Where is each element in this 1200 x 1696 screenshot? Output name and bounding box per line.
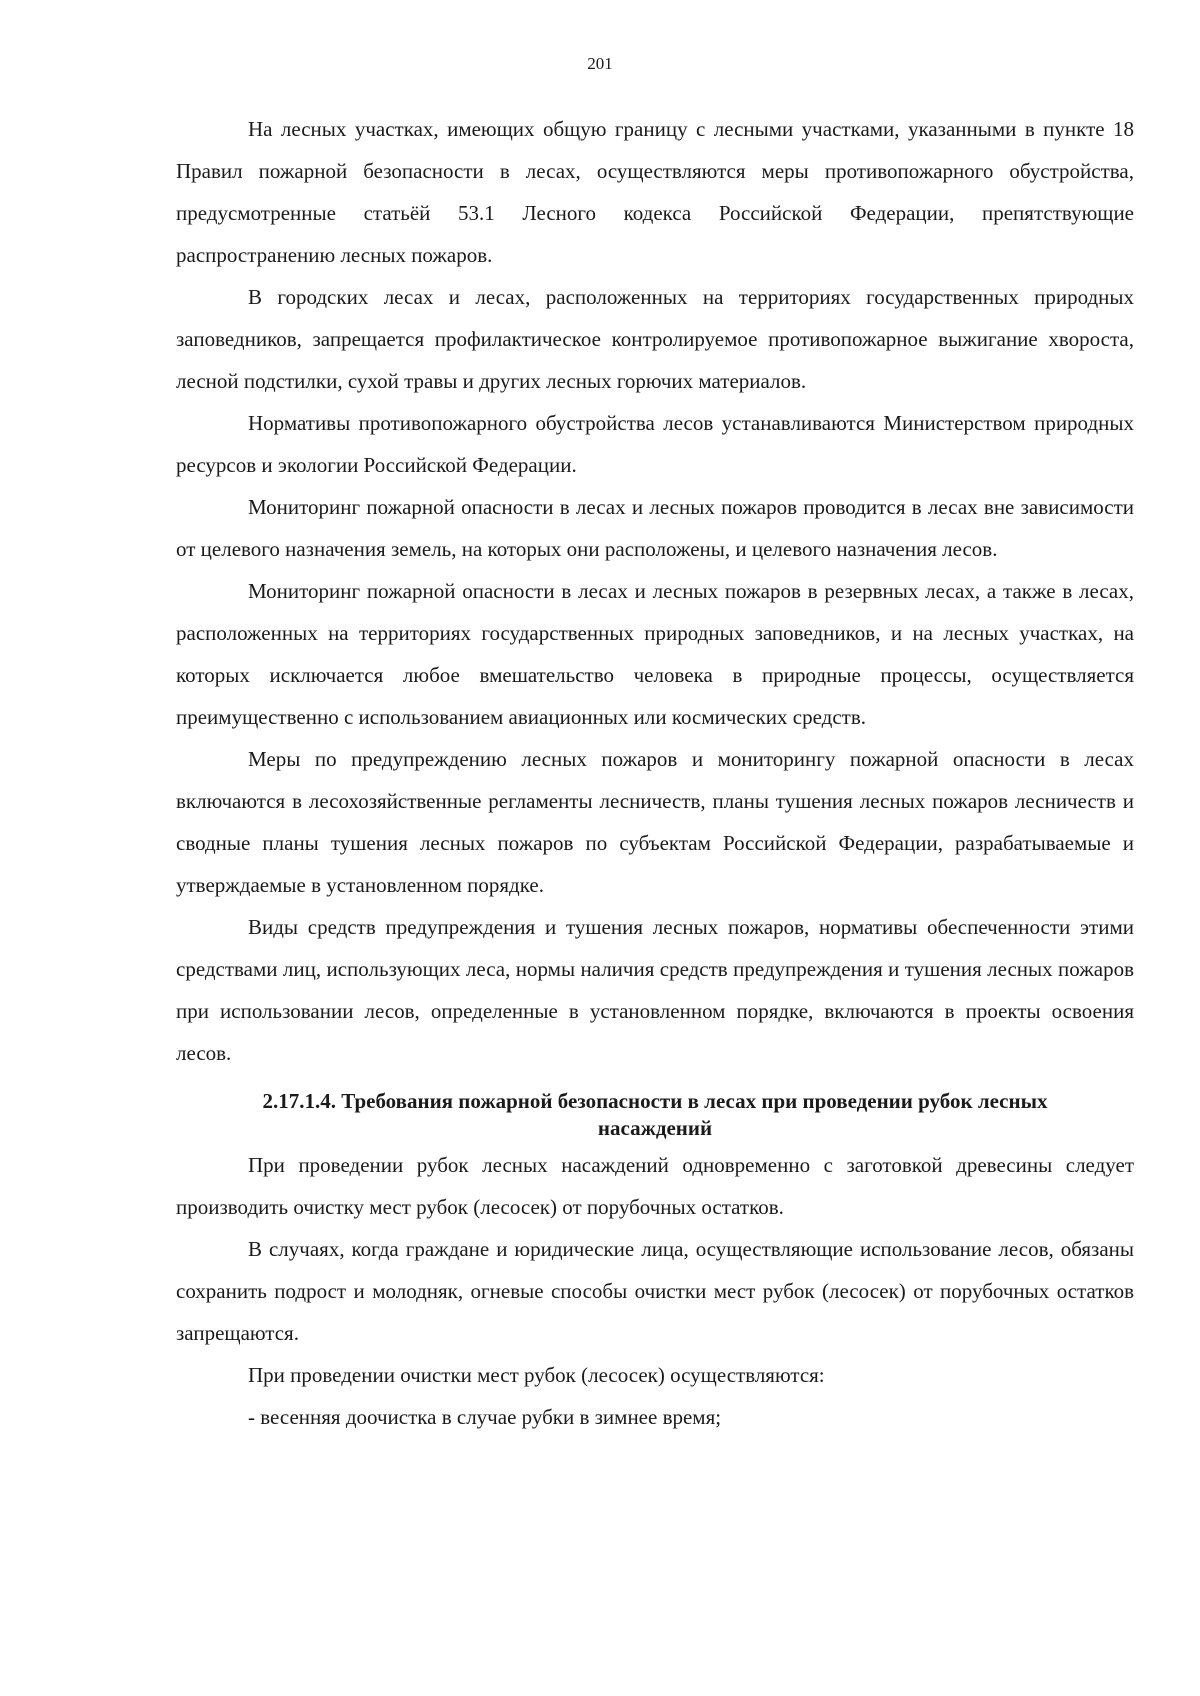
paragraph: Мониторинг пожарной опасности в лесах и лесных пожаров проводится в лесах вне зависимости от целевого назначения земель, на которых они расположены, и целевого назначения лесов. bbox=[176, 495, 1134, 561]
section-heading-line: 2.17.1.4. Требования пожарной безопасности в лесах при проведении рубок лесных bbox=[262, 1089, 1048, 1113]
section-heading-line: насаждений bbox=[597, 1116, 713, 1140]
paragraph: При проведении рубок лесных насаждений одновременно с заготовкой древесины следует производить очистку мест рубок (лесосек) от порубочных остатков. bbox=[176, 1153, 1134, 1219]
paragraph: На лесных участках, имеющих общую границу с лесными участками, указанными в пункте 18 Правил пожарной безопасности в лесах, осуществляются меры противопожарного обустройства, предусмотренные статьёй 53.1 Лесного кодекса Российской Федерации, препятствующие распространению лесных пожаров. bbox=[176, 117, 1134, 267]
list-item: - весенняя доочистка в случае рубки в зимнее время; bbox=[248, 1405, 722, 1429]
paragraph: В городских лесах и лесах, расположенных на территориях государственных природных заповедников, запрещается профилактическое контролируемое противопожарное выжигание хвороста, лесной подстилки, сухой травы и других лесных горючих материалов. bbox=[176, 285, 1134, 393]
document-body bbox=[176, 108, 1134, 1438]
paragraph: Меры по предупреждению лесных пожаров и мониторингу пожарной опасности в лесах включаются в лесохозяйственные регламенты лесничеств, планы тушения лесных пожаров лесничеств и сводные планы тушения лесных пожаров по субъектам Российской Федерации, разрабатываемые и утверждаемые в установленном порядке. bbox=[176, 747, 1134, 897]
section-heading bbox=[176, 1088, 1134, 1142]
paragraph: Виды средств предупреждения и тушения лесных пожаров, нормативы обеспеченности этими средствами лиц, использующих леса, нормы наличия средств предупреждения и тушения лесных пожаров при использовании лесов, определенные в установленном порядке, включаются в проекты освоения лесов. bbox=[176, 915, 1134, 1065]
paragraph: Мониторинг пожарной опасности в лесах и лесных пожаров в резервных лесах, а также в лесах, расположенных на территориях государственных природных заповедников, и на лесных участках, на которых исключается любое вмешательство человека в природные процессы, осуществляется преимущественно с использованием авиационных или космических средств. bbox=[176, 579, 1134, 729]
paragraph: При проведении очистки мест рубок (лесосек) осуществляются: bbox=[248, 1363, 825, 1387]
page-number: 201 bbox=[587, 54, 613, 73]
paragraph: В случаях, когда граждане и юридические лица, осуществляющие использование лесов, обязаны сохранить подрост и молодняк, огневые способы очистки мест рубок (лесосек) от порубочных остатков запрещаются. bbox=[176, 1237, 1134, 1345]
paragraph: Нормативы противопожарного обустройства лесов устанавливаются Министерством природных ресурсов и экологии Российской Федерации. bbox=[176, 411, 1134, 477]
